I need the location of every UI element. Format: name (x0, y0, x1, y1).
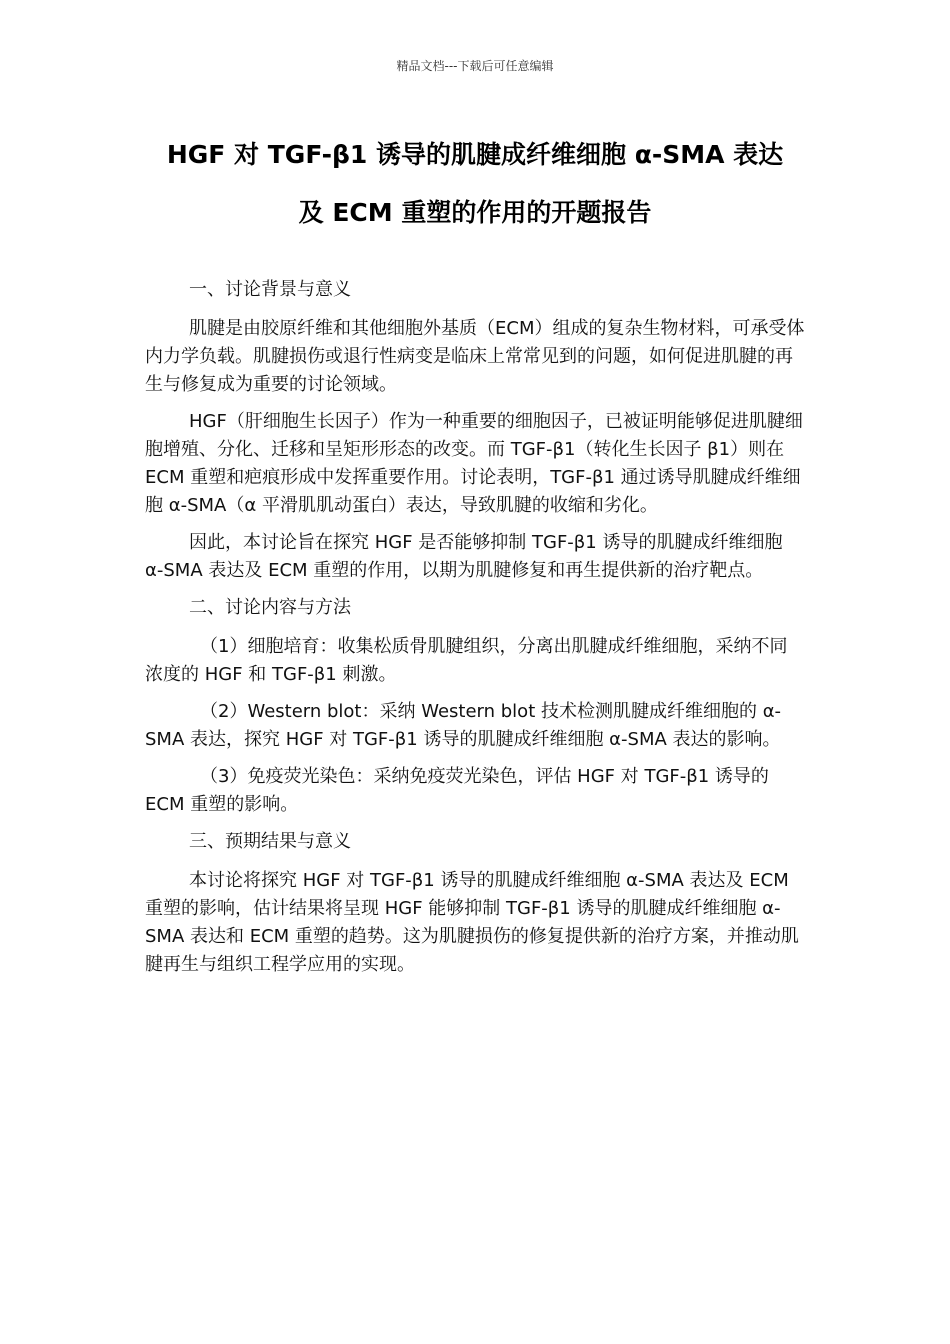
paragraph-hgf-tgf: HGF（肝细胞生长因子）作为一种重要的细胞因子，已被证明能够促进肌腱细胞增殖、分化、迁移和呈矩形形态的改变。而 TGF-β1（转化生长因子 β1）则在 ECM 重塑和疤痕形成中发挥重要作用。讨论表明，TGF-β1 通过诱导肌腱成纤维细胞 α-SMA（α 平滑肌肌动蛋白）表达，导致肌腱的收缩和劣化。 (145, 411, 803, 516)
method-western-blot: （2）Western blot：采纳 Western blot 技术检测肌腱成纤维细胞的 α-SMA 表达，探究 HGF 对 TGF-β1 诱导的肌腱成纤维细胞 α-SMA 表达的影响。 (145, 701, 782, 750)
paragraph-expected-results: 本讨论将探究 HGF 对 TGF-β1 诱导的肌腱成纤维细胞 α-SMA 表达及 ECM 重塑的影响，估计结果将呈现 HGF 能够抑制 TGF-β1 诱导的肌腱成纤维细胞 α-SMA 表达和 ECM 重塑的趋势。这为肌腱损伤的修复提供新的治疗方案，并推动肌腱再生与组织工程学应用的实现。 (145, 870, 799, 975)
paragraph-tendon-intro: 肌腱是由胶原纤维和其他细胞外基质（ECM）组成的复杂生物材料，可承受体内力学负载。肌腱损伤或退行性病变是临床上常常见到的问题，如何促进肌腱的再生与修复成为重要的讨论领域。 (145, 318, 805, 395)
document-body (145, 276, 805, 988)
section-heading-methods: 二、讨论内容与方法 (189, 597, 351, 618)
header-watermark: 精品文档---下载后可任意编辑 (396, 59, 554, 73)
section-heading-expected-results: 三、预期结果与意义 (189, 831, 351, 852)
method-cell-culture: （1）细胞培育：收集松质骨肌腱组织，分离出肌腱成纤维细胞，采纳不同浓度的 HGF 和 TGF-β1 刺激。 (145, 636, 788, 685)
document-title-line-1: HGF 对 TGF-β1 诱导的肌腱成纤维细胞 α-SMA 表达 (166, 140, 784, 169)
paragraph-research-aim: 因此，本讨论旨在探究 HGF 是否能够抑制 TGF-β1 诱导的肌腱成纤维细胞 α-SMA 表达及 ECM 重塑的作用，以期为肌腱修复和再生提供新的治疗靶点。 (145, 532, 783, 581)
method-immunofluorescence: （3）免疫荧光染色：采纳免疫荧光染色，评估 HGF 对 TGF-β1 诱导的 ECM 重塑的影响。 (145, 766, 769, 815)
document-title-line-2: 及 ECM 重塑的作用的开题报告 (298, 198, 652, 227)
section-heading-background: 一、讨论背景与意义 (189, 279, 351, 300)
